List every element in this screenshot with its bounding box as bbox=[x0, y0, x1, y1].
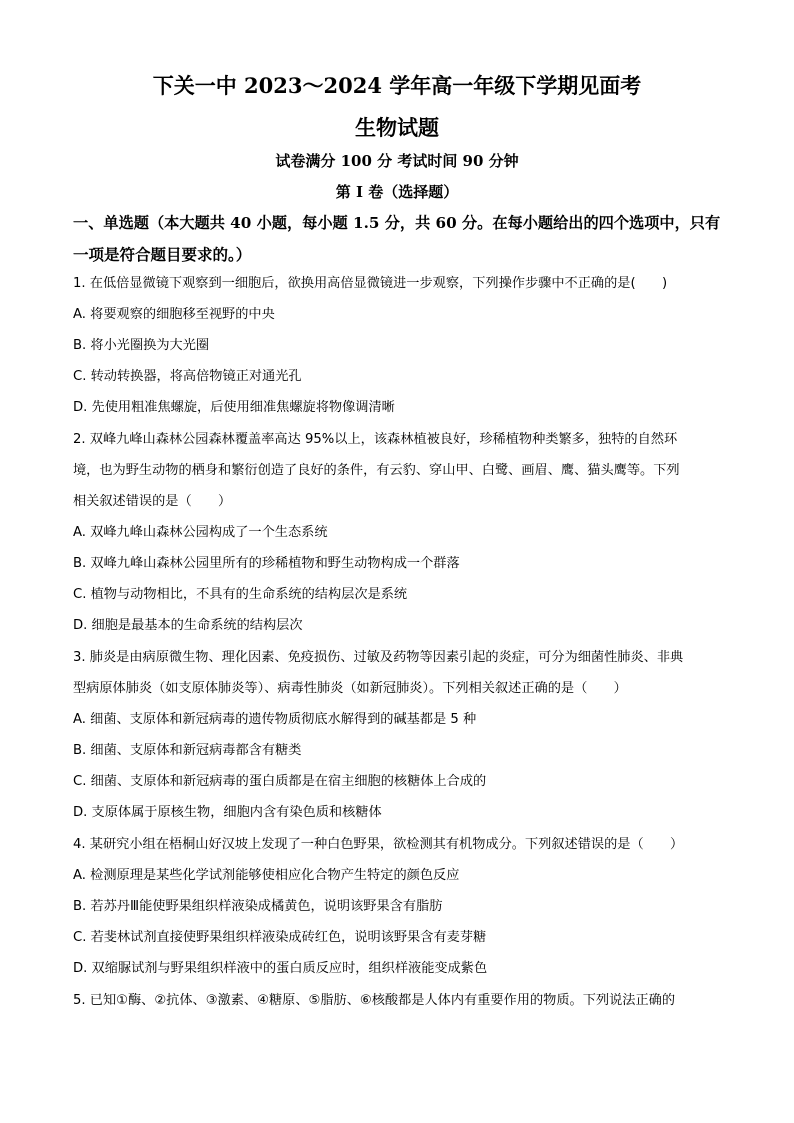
school-title: 下关一中 2023～2024 学年高一年级下学期见面考 bbox=[152, 73, 642, 98]
question-3-stem-line-1: 3. 肺炎是由病原微生物、理化因素、免疫损伤、过敏及药物等因素引起的炎症，可分为细菌性肺炎、非典 bbox=[73, 650, 684, 665]
question-5-stem: 5. 已知①酶、②抗体、③激素、④糖原、⑤脂肪、⑥核酸都是人体内有重要作用的物质。下列说法正确的 bbox=[73, 993, 676, 1008]
section-heading-line-2: 一项是符合题目要求的。） bbox=[73, 245, 252, 264]
question-2-option-d: D. 细胞是最基本的生命系统的结构层次 bbox=[73, 618, 303, 633]
question-2-option-b: B. 双峰九峰山森林公园里所有的珍稀植物和野生动物构成一个群落 bbox=[73, 556, 460, 571]
question-3-option-d: D. 支原体属于原核生物，细胞内含有染色质和核糖体 bbox=[73, 805, 382, 820]
subject-title: 生物试题 bbox=[355, 115, 439, 140]
question-2-option-a: A. 双峰九峰山森林公园构成了一个生态系统 bbox=[73, 525, 328, 540]
question-3-stem-line-2: 型病原体肺炎（如支原体肺炎等）、病毒性肺炎（如新冠肺炎）。下列相关叙述正确的是（ ） bbox=[73, 681, 627, 696]
part-title: 第 I 卷（选择题） bbox=[335, 183, 459, 201]
question-4-option-d: D. 双缩脲试剂与野果组织样液中的蛋白质反应时，组织样液能变成紫色 bbox=[73, 961, 488, 976]
question-1-stem: 1. 在低倍显微镜下观察到一细胞后，欲换用高倍显微镜进一步观察，下列操作步骤中不正确的是( ) bbox=[73, 276, 668, 291]
question-1-option-b: B. 将小光圈换为大光圈 bbox=[73, 338, 210, 353]
exam-info: 试卷满分 100 分 考试时间 90 分钟 bbox=[275, 152, 519, 170]
question-2-option-c: C. 植物与动物相比，不具有的生命系统的结构层次是系统 bbox=[73, 587, 408, 602]
question-2-stem-line-1: 2. 双峰九峰山森林公园森林覆盖率高达 95%以上，该森林植被良好，珍稀植物种类繁多，独特的自然环 bbox=[73, 432, 678, 447]
question-3-option-b: B. 细菌、支原体和新冠病毒都含有糖类 bbox=[73, 743, 302, 758]
question-3-option-a: A. 细菌、支原体和新冠病毒的遗传物质彻底水解得到的碱基都是 5 种 bbox=[73, 712, 477, 727]
question-1-option-c: C. 转动转换器，将高倍物镜正对通光孔 bbox=[73, 369, 302, 384]
question-1-option-a: A. 将要观察的细胞移至视野的中央 bbox=[73, 307, 275, 322]
question-4-option-a: A. 检测原理是某些化学试剂能够使相应化合物产生特定的颜色反应 bbox=[73, 868, 460, 883]
question-1-option-d: D. 先使用粗准焦螺旋，后使用细准焦螺旋将物像调清晰 bbox=[73, 400, 395, 415]
question-3-option-c: C. 细菌、支原体和新冠病毒的蛋白质都是在宿主细胞的核糖体上合成的 bbox=[73, 774, 487, 789]
section-heading-line-1: 一、单选题（本大题共 40 小题，每小题 1.5 分，共 60 分。在每小题给出的四个选项中，只有 bbox=[73, 214, 721, 232]
question-4-option-b: B. 若苏丹Ⅲ能使野果组织样液染成橘黄色，说明该野果含有脂肪 bbox=[73, 899, 443, 914]
question-4-option-c: C. 若斐林试剂直接使野果组织样液染成砖红色，说明该野果含有麦芽糖 bbox=[73, 930, 487, 945]
question-2-stem-line-2: 境，也为野生动物的栖身和繁衍创造了良好的条件，有云豹、穿山甲、白鹭、画眉、鹰、猫头鹰等。下列 bbox=[73, 463, 680, 478]
question-4-stem: 4. 某研究小组在梧桐山好汉坡上发现了一种白色野果，欲检测其有机物成分。下列叙述错误的是（ ） bbox=[73, 837, 684, 852]
question-2-stem-line-3: 相关叙述错误的是（ ） bbox=[73, 494, 232, 509]
